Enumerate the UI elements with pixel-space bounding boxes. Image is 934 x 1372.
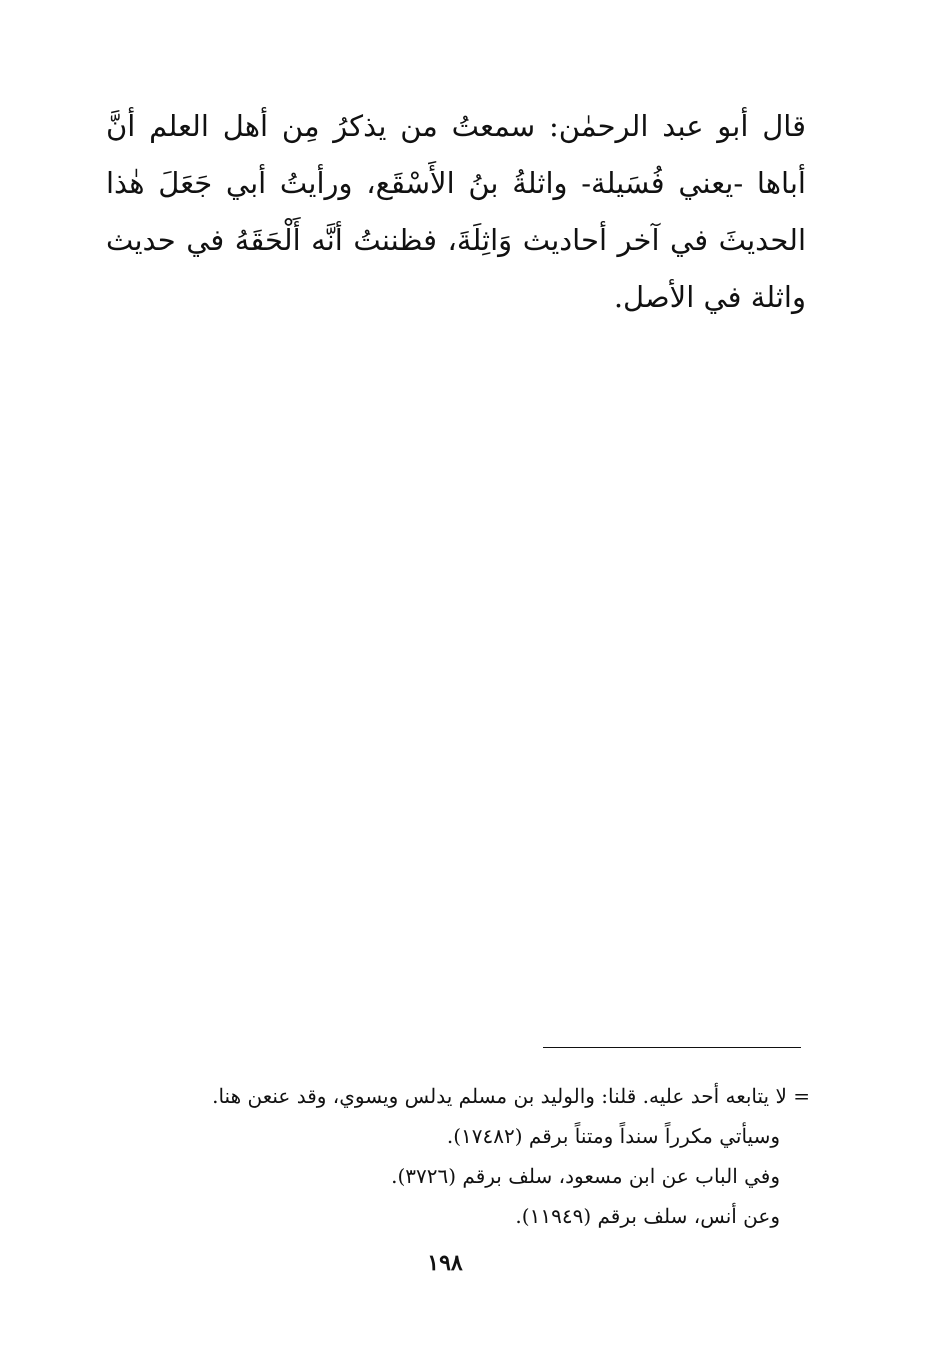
main-text-block (106, 98, 806, 326)
footnote-line-3: وفي الباب عن ابن مسعود، سلف برقم (٣٧٢٦). (391, 1164, 780, 1188)
footnotes-block (110, 1076, 810, 1236)
main-text-line-2: أباها -يعني فُسَيلة- واثلةُ بنُ الأَسْقَع، ورأيتُ أبي جَعَلَ هٰذا (106, 166, 806, 200)
footnote-line-2: وسيأتي مكرراً سنداً ومتناً برقم (١٧٤٨٢). (446, 1124, 780, 1148)
main-text-line-4: واثلة في الأصل. (613, 280, 806, 314)
page-number: ١٩٨ (427, 1250, 463, 1276)
footnote-separator-rule (543, 1047, 801, 1048)
footnote-line-4: وعن أنس، سلف برقم (١١٩٤٩). (515, 1204, 780, 1228)
main-text-line-1: قال أبو عبد الرحمٰن: سمعتُ من يذكرُ مِن أهل العلم أنَّ (106, 109, 806, 143)
main-text-line-3: الحديثَ في آخر أحاديث وَاثِلَةَ، فظننتُ أنَّه أَلْحَقَهُ في حديث (106, 223, 806, 257)
footnote-line-1: = لا يتابعه أحد عليه. قلنا: والوليد بن مسلم يدلس ويسوي، وقد عنعن هنا. (212, 1084, 810, 1108)
